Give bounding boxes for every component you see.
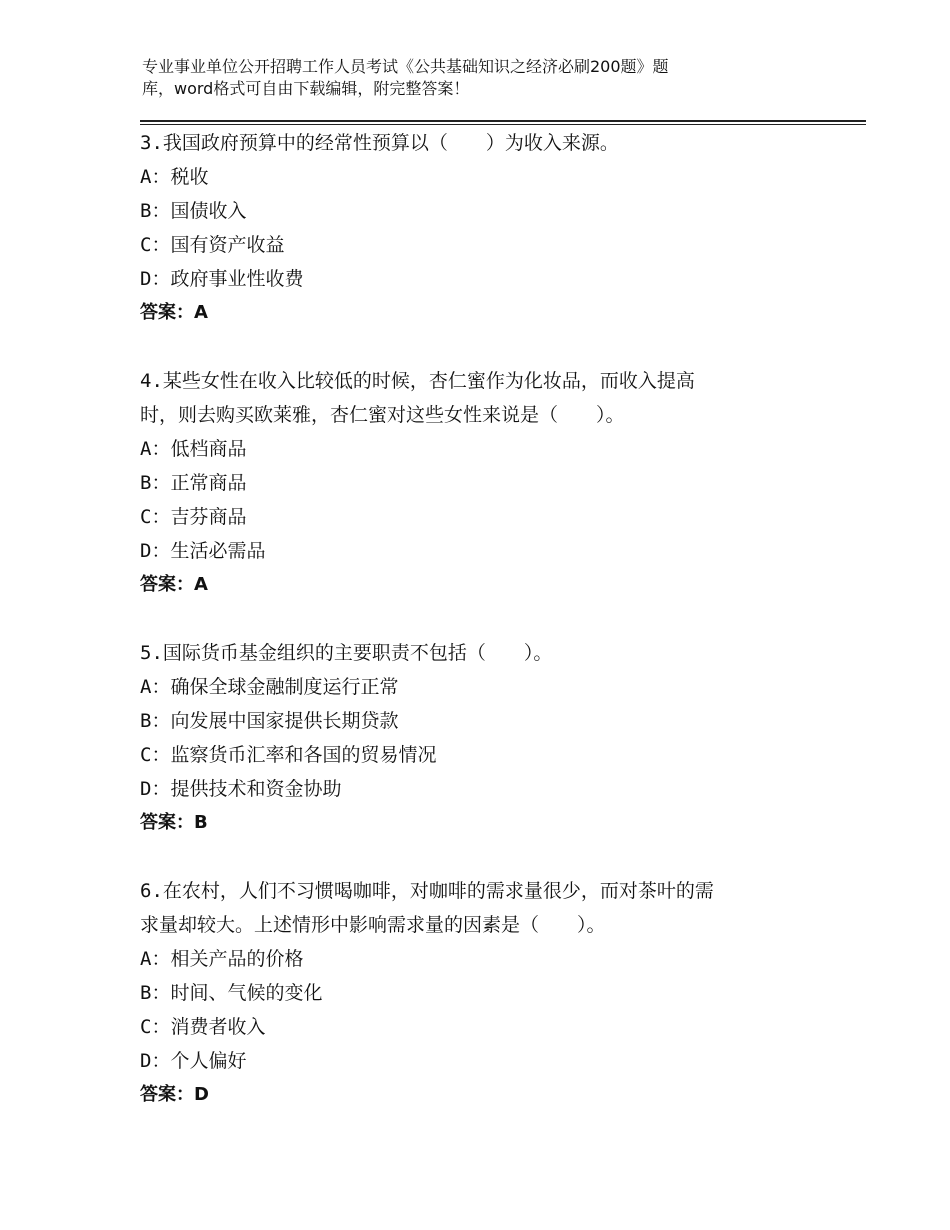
option-a: A：税收 xyxy=(140,166,209,188)
question-list xyxy=(140,126,820,1112)
question-5 xyxy=(140,636,820,840)
question-text-continued: 求量却较大。上述情形中影响需求量的因素是（ ）。 xyxy=(140,914,606,936)
answer-line: 答案：B xyxy=(140,812,208,833)
option-d: D：个人偏好 xyxy=(140,1050,247,1072)
option-c: C：吉芬商品 xyxy=(140,506,247,528)
header-line-1: 专业事业单位公开招聘工作人员考试《公共基础知识之经济必刷200题》题 xyxy=(142,57,669,76)
question-text-continued: 时，则去购买欧莱雅，杏仁蜜对这些女性来说是（ ）。 xyxy=(140,404,625,426)
answer-line: 答案：A xyxy=(140,574,208,595)
question-3 xyxy=(140,126,820,330)
option-a: A：低档商品 xyxy=(140,438,247,460)
option-c: C：监察货币汇率和各国的贸易情况 xyxy=(140,744,437,766)
option-c: C：国有资产收益 xyxy=(140,234,285,256)
option-a: A：相关产品的价格 xyxy=(140,948,304,970)
header-divider-thin xyxy=(140,124,866,125)
question-text: 4.某些女性在收入比较低的时候，杏仁蜜作为化妆品，而收入提高 xyxy=(140,370,695,392)
option-b: B：向发展中国家提供长期贷款 xyxy=(140,710,399,732)
question-6 xyxy=(140,874,820,1112)
option-d: D：政府事业性收费 xyxy=(140,268,304,290)
option-d: D：生活必需品 xyxy=(140,540,266,562)
option-b: B：时间、气候的变化 xyxy=(140,982,323,1004)
option-b: B：正常商品 xyxy=(140,472,247,494)
option-a: A：确保全球金融制度运行正常 xyxy=(140,676,399,698)
header-divider-thick xyxy=(140,120,866,122)
question-text: 5.国际货币基金组织的主要职责不包括（ ）。 xyxy=(140,642,553,664)
question-text: 6.在农村，人们不习惯喝咖啡，对咖啡的需求量很少，而对茶叶的需 xyxy=(140,880,714,902)
question-4 xyxy=(140,364,820,602)
option-d: D：提供技术和资金协助 xyxy=(140,778,342,800)
header-line-2: 库，word格式可自由下载编辑，附完整答案！ xyxy=(142,79,470,98)
question-text: 3.我国政府预算中的经常性预算以（ ）为收入来源。 xyxy=(140,132,619,154)
answer-line: 答案：A xyxy=(140,302,208,323)
answer-line: 答案：D xyxy=(140,1084,209,1105)
option-c: C：消费者收入 xyxy=(140,1016,266,1038)
document-header xyxy=(142,56,782,100)
option-b: B：国债收入 xyxy=(140,200,247,222)
